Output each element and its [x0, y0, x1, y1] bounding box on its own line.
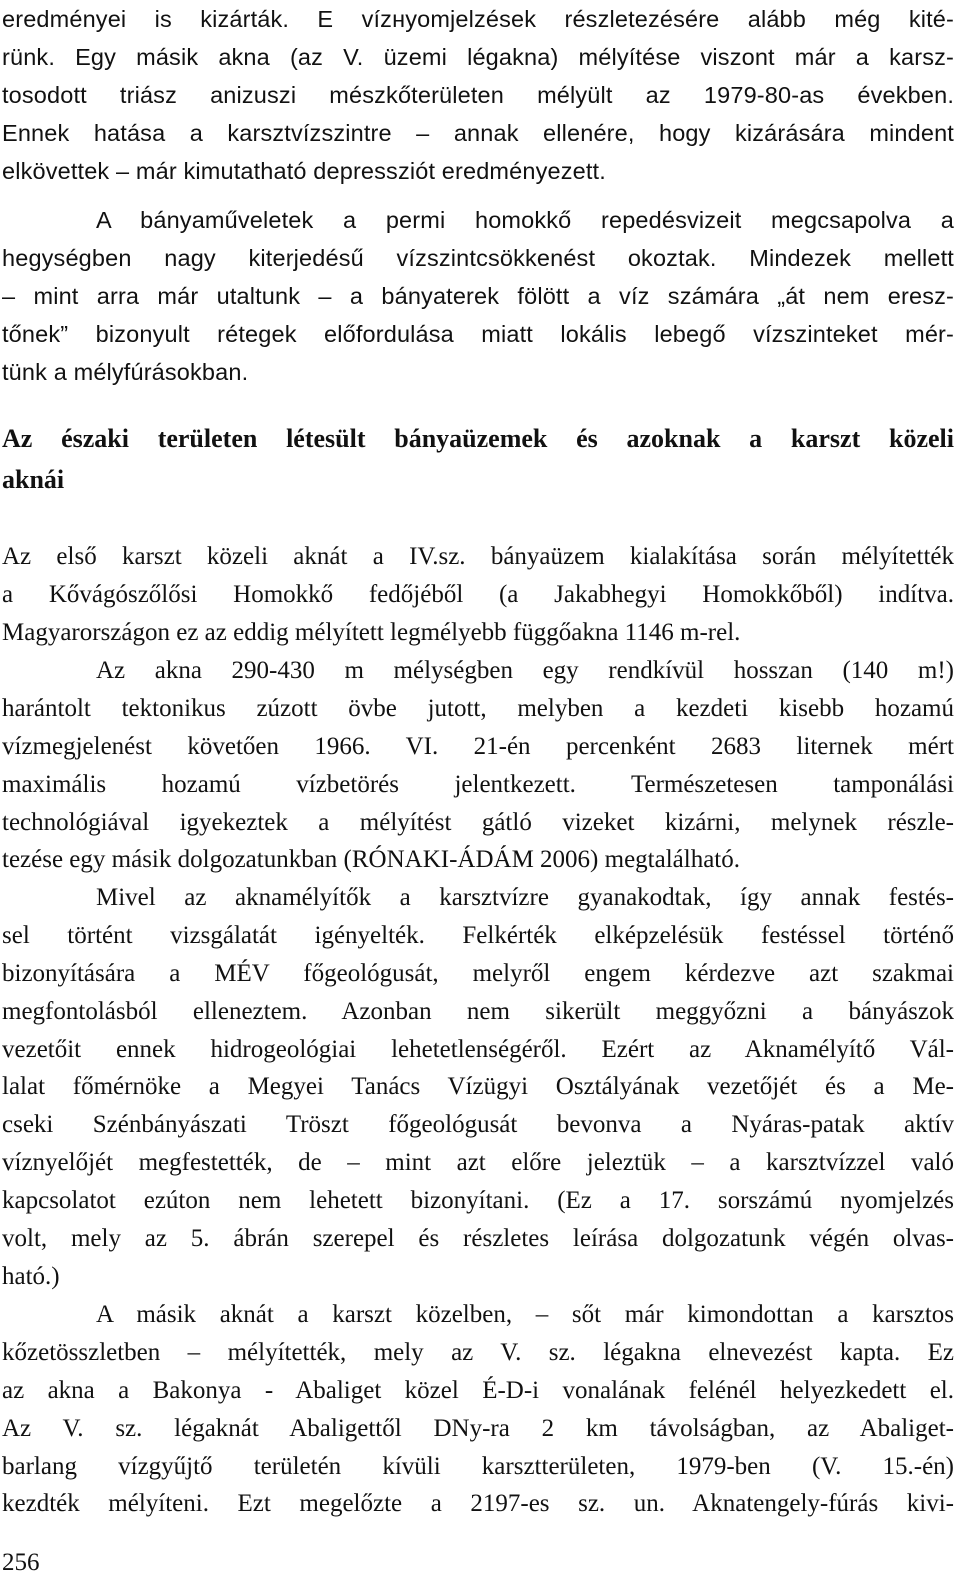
text-line: vízmegjelenést követően 1966. VI. 21-én percenként 2683 liternek mért: [2, 732, 954, 760]
text-line: technológiával igyekeztek a mélyítést gátló vizeket kizárni, melynek részle-: [2, 808, 954, 836]
text-line: Az akna 290-430 m mélységben egy rendkívül hosszan (140 m!): [96, 657, 954, 684]
text-line: Az V. sz. légaknát Abaligettől DNy-ra 2 km távolságban, az Abaliget-: [2, 1414, 954, 1442]
paragraph-lower-3: [2, 879, 954, 1296]
text-line: ható.): [2, 1262, 60, 1290]
text-line: víznyelőjét megfestették, de – mint azt előre jeleztük – a karsztvízzel való: [2, 1149, 954, 1177]
text-line: elkövettek – már kimutatható depressziót eredményezett.: [2, 158, 606, 184]
text-line: tőnek” bizonyult rétegek előfordulása miatt lokális lebegő vízszinteket mér-: [2, 321, 954, 347]
text-line: barlang vízgyűjtő területén kívüli karsztterületen, 1979-ben (V. 15.-én): [2, 1452, 954, 1480]
text-line: bizonyítására a MÉV főgeológusát, melyről engem kérdezve azt szakmai: [2, 959, 954, 987]
text-line: kapcsolatot ezúton nem lehetett bizonyítani. (Ez a 17. sorszámú nyomjelzés: [2, 1187, 954, 1215]
text-line: kőzetösszletben – mélyítették, mely az V. sz. légakna elnevezést kapta. Ez: [2, 1338, 954, 1366]
text-line: hegységben nagy kiterjedésű vízszintcsökkenést okoztak. Mindezek mellett: [2, 245, 954, 271]
text-line: tünk a mélyfúrásokban.: [2, 359, 249, 385]
heading-line: Az északi területen létesült bányaüzemek és azoknak a karszt közeli: [2, 424, 954, 453]
text-line: A bányaműveletek a permi homokkő repedésvizeit megcsapolva a: [96, 207, 954, 233]
text-line: kezdték mélyíteni. Ezt megelőzte a 2197-es sz. un. Aknatengely-fúrás kivi-: [2, 1490, 954, 1518]
text-line: eredményei is kizárták. E vízнyomjelzések részletezésére alább még kité-: [2, 6, 954, 32]
section-heading: [2, 418, 954, 500]
heading-line: aknái: [2, 465, 65, 494]
paragraph-lower-4: [2, 1296, 954, 1523]
text-line: az akna a Bakonya - Abaliget közel É-D-i vonalának felénél helyezkedett el.: [2, 1376, 954, 1404]
text-line: vezetőit ennek hidrogeológiai lehetetlenségéről. Ezért az Aknamélyítő Vál-: [2, 1035, 954, 1063]
page-number: 256: [2, 1549, 40, 1576]
text-line: maximális hozamú vízbetörés jelentkezett. Természetesen tamponálási: [2, 770, 954, 798]
text-line: harántolt tektonikus zúzott övbe jutott, melyben a kezdeti kisebb hozamú: [2, 694, 954, 722]
paragraph-lower-1: [2, 538, 954, 652]
paragraph-lower-2: [2, 652, 954, 879]
text-line: tosodott triász anizuszi mészkőterületen mélyült az 1979-80-as években.: [2, 82, 954, 108]
text-line: volt, mely az 5. ábrán szerepel és részletes leírása dolgozatunk végén olvas-: [2, 1225, 954, 1253]
text-line: A másik aknát a karszt közelben, – sőt már kimondottan a karsztos: [96, 1301, 954, 1328]
paragraph-top-1: [2, 0, 954, 190]
text-line: megfontolásból elleneztem. Azonban nem sikerült meggyőzni a bányászok: [2, 997, 954, 1025]
text-line: a Kővágószőlősi Homokkő fedőjéből (a Jakabhegyi Homokkőből) indítva.: [2, 580, 954, 608]
text-line: sel történt vizsgálatát igényelték. Felkérték elképzelésük festéssel történő: [2, 921, 954, 949]
paragraph-top-2: [2, 201, 954, 391]
text-line: Magyarországon ez az eddig mélyített legmélyebb függőakna 1146 m-rel.: [2, 618, 741, 646]
text-line: rünk. Egy másik akna (az V. üzemi légakna) mélyítése viszont már a karsz-: [2, 44, 954, 70]
text-line: – mint arra már utaltunk – a bányaterek fölött a víz számára „át nem eresz-: [2, 283, 954, 309]
text-line: cseki Szénbányászati Tröszt főgeológusát bevonva a Nyáras-patak aktív: [2, 1111, 954, 1139]
text-line: Mivel az aknamélyítők a karsztvízre gyanakodtak, így annak festés-: [96, 884, 954, 911]
text-line: lalat főmérnöke a Megyei Tanács Vízügyi Osztályának vezetőjét és a Me-: [2, 1073, 954, 1101]
text-line: tezése egy másik dolgozatunkban (RÓNAKI-ÁDÁM 2006) megtalálható.: [2, 846, 741, 874]
text-line: Ennek hatása a karsztvízszintre – annak ellenére, hogy kizárására mindent: [2, 120, 954, 146]
text-line: Az első karszt közeli aknát a IV.sz. bányaüzem kialakítása során mélyítették: [2, 543, 954, 570]
